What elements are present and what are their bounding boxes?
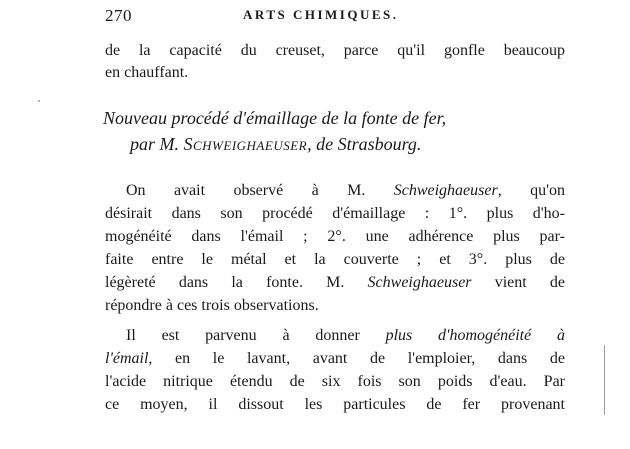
paragraph-2-line-1: Il est parvenu à donner plus d'homogénéité à: [126, 327, 566, 344]
paragraph-1-line-6: répondre à ces trois observations.: [105, 297, 319, 314]
paragraph-1-line-1: On avait observé à M. Schweighaeuser, qu'on: [126, 182, 565, 199]
paragraph-1-line-3: mogénéité dans l'émail ; 2°. une adhérence plus par-: [105, 228, 565, 245]
running-head: [105, 6, 565, 26]
section-heading-line-2: [130, 132, 421, 156]
page-number: 270: [105, 6, 132, 25]
paragraph-1-line-4: faite entre le métal et la couverte ; et 3°. plus de: [105, 251, 565, 268]
emphasis-text: l'émail: [105, 350, 149, 367]
scan-speck: [38, 100, 40, 102]
emphasis-text: plus d'homogénéité à: [385, 327, 566, 344]
author-name: Schweighaeuser: [367, 274, 472, 291]
scan-edge-mark: [604, 345, 605, 415]
running-title: ARTS CHIMIQUES.: [243, 7, 399, 22]
paragraph-2-line-3: l'acide nitrique étendu de six fois son poids d'eau. Par: [105, 373, 565, 390]
continuation-line-1: de la capacité du creuset, parce qu'il gonfle beaucoup: [105, 42, 565, 59]
section-heading-line-1: Nouveau procédé d'émaillage de la fonte de fer,: [103, 108, 447, 128]
continuation-line-2: en chauffant.: [105, 64, 189, 81]
paragraph-1-line-2: désirait dans son procédé d'émaillage : 1°. plus d'ho-: [105, 205, 565, 222]
author-name: Schweighaeuser: [393, 182, 498, 199]
paragraph-1-line-5: légèreté dans la fonte. M. Schweighaeuser vient de: [105, 274, 565, 291]
paragraph-2-line-4: ce moyen, il dissout les particules de fer provenant: [105, 396, 565, 413]
heading-suffix: , de Strasbourg.: [307, 134, 422, 154]
heading-author-name: Schweighaeuser: [183, 134, 308, 154]
heading-prefix: par M.: [130, 134, 179, 154]
paragraph-2-line-2: l'émail, en le lavant, avant de l'emploier, dans de: [105, 350, 565, 367]
